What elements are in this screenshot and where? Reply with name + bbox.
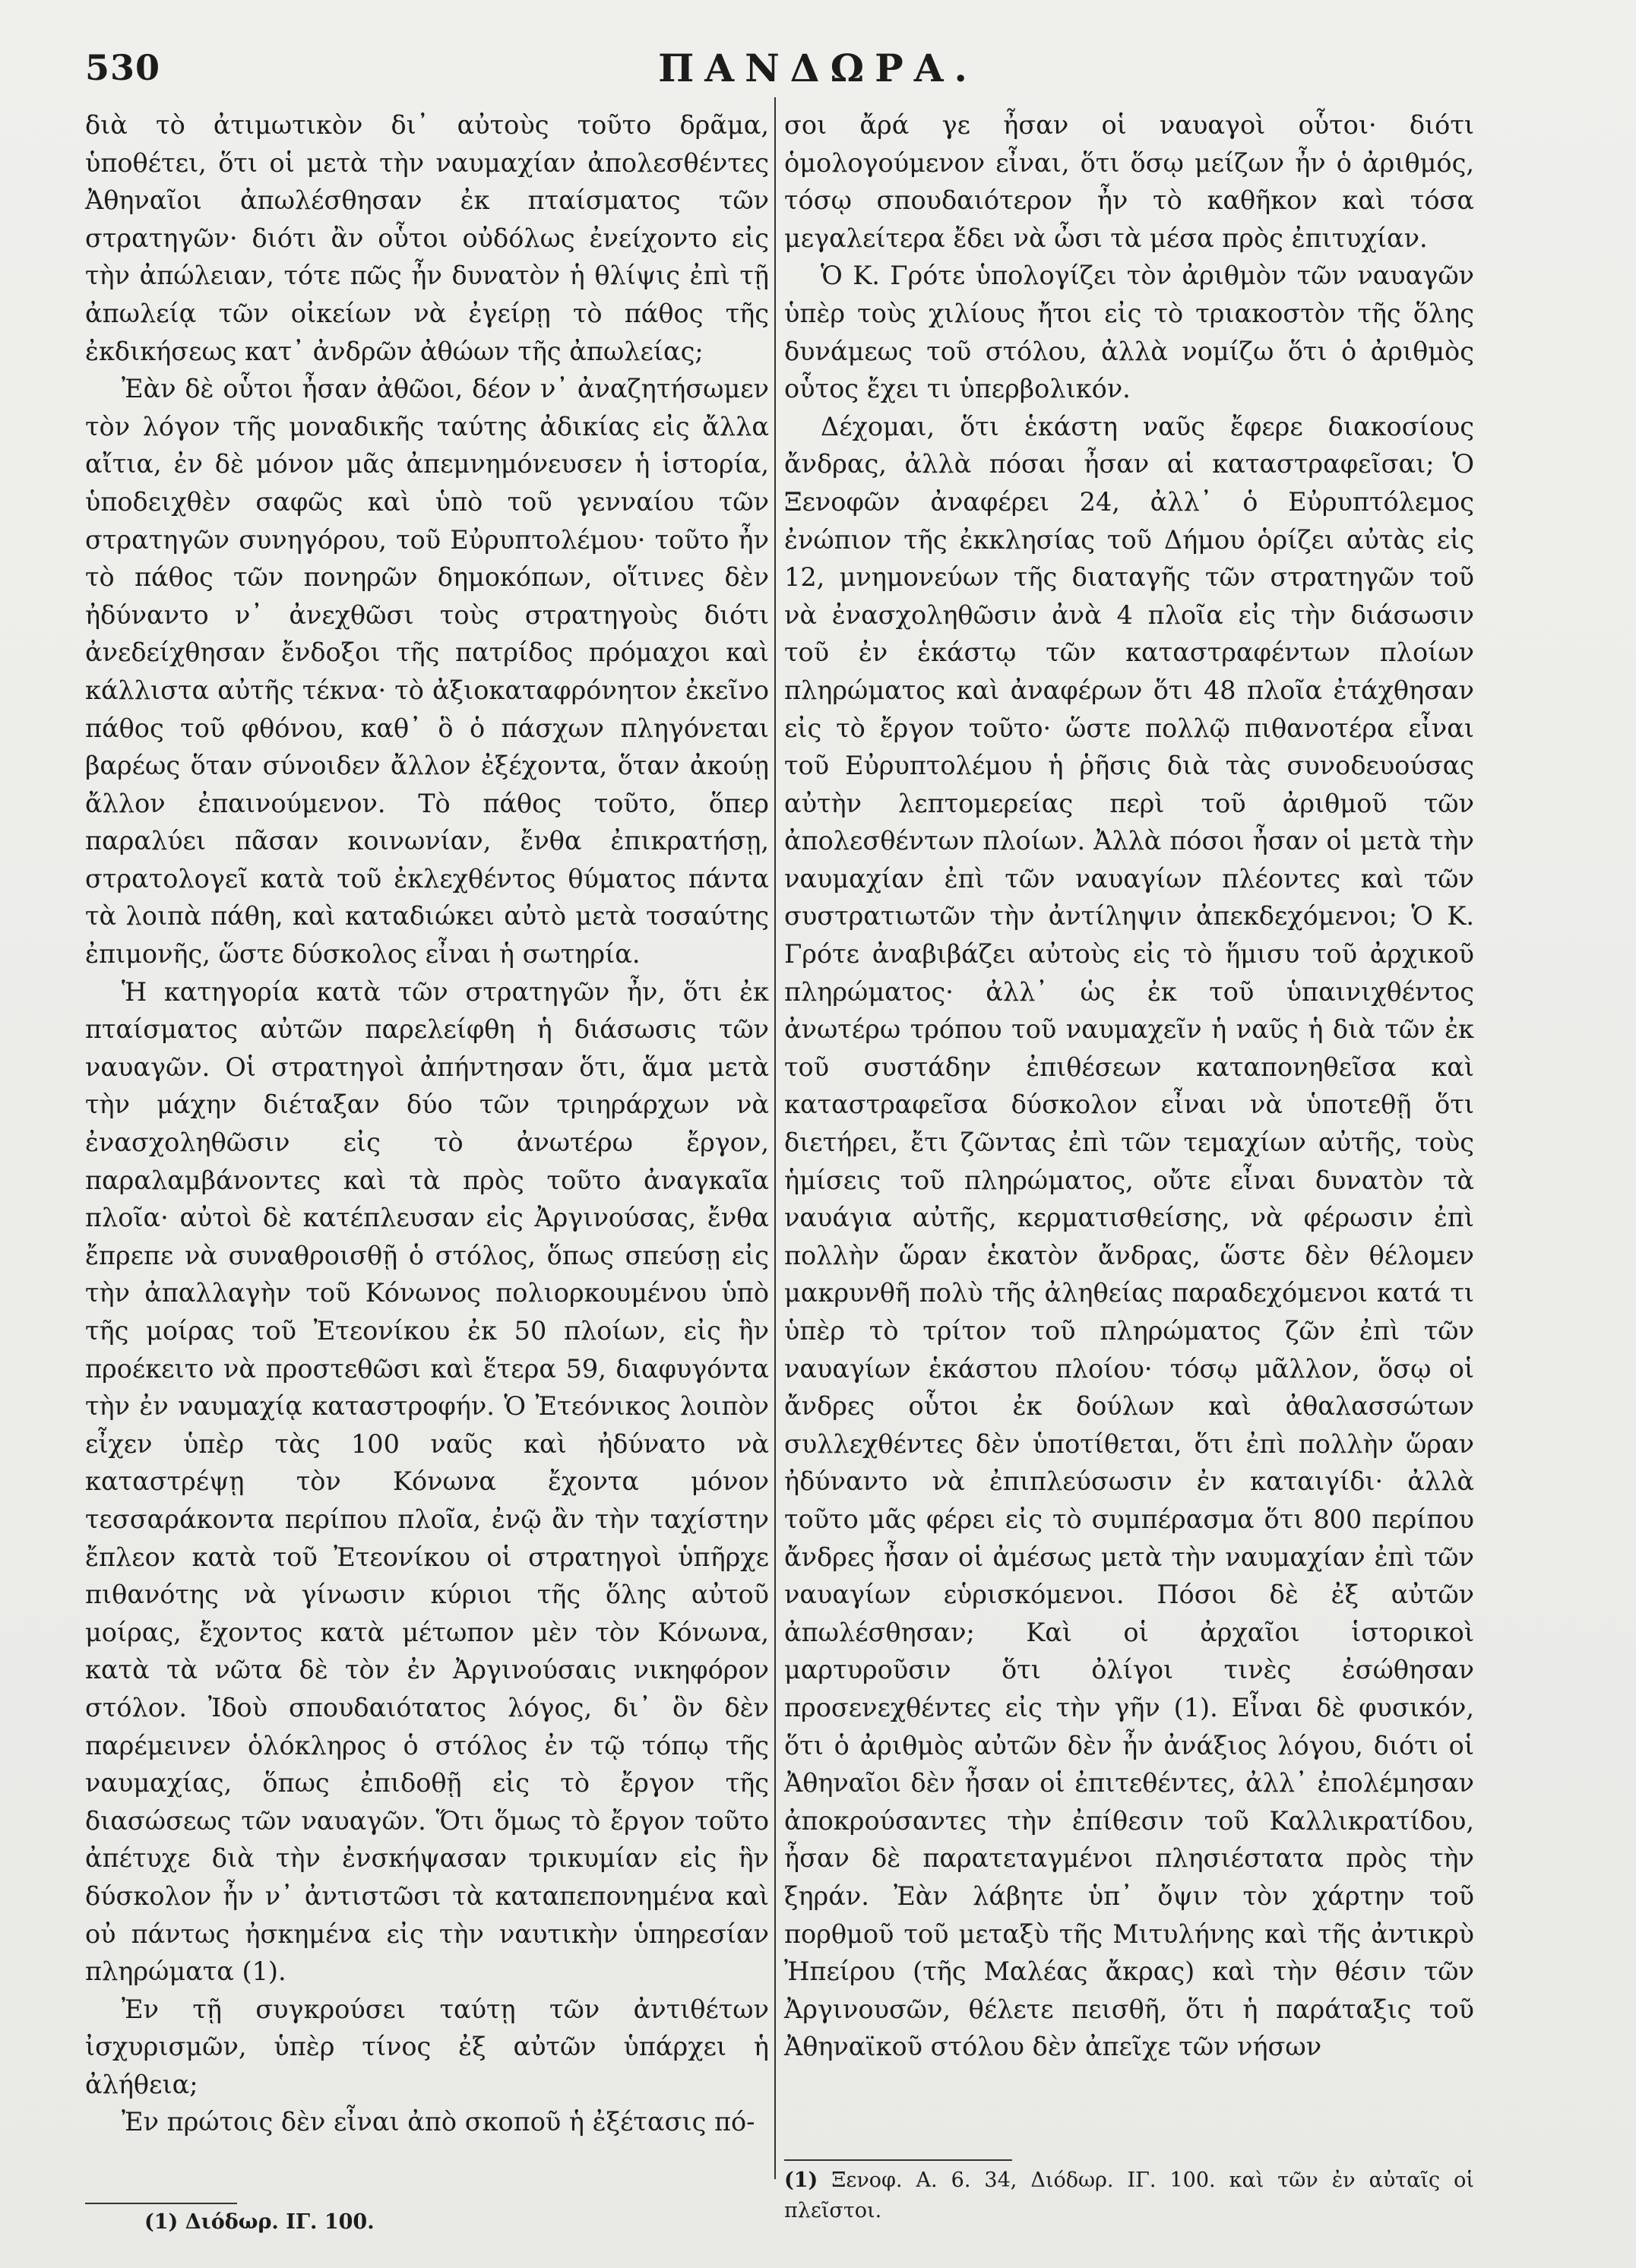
footnote-left: (1) Διόδωρ. ΙΓ. 100. xyxy=(144,2210,375,2234)
footnote-rule-right xyxy=(784,2159,1012,2161)
running-title: ΠΑΝΔΩΡΑ. xyxy=(658,46,978,90)
footnote-right xyxy=(784,2165,1474,2226)
left-paragraph-2: Ἐὰν δὲ οὗτοι ἦσαν ἀθῶοι, δέον ν᾿ ἀναζητήσωμεν τὸν λόγον τῆς μοναδικῆς ταύτης ἀδικίας εἰς ἄλλα αἴτια, ἐν δὲ μόνον μᾶς ἀπεμνημόνευσεν ἡ ἱστορία, ὑποδειχθὲν σαφῶς καὶ ὑπὸ τοῦ γενναίου τῶν στρατηγῶν συνηγόρου, τοῦ Εὐρυπτολέμου· τοῦτο ἦν τὸ πάθος τῶν πονηρῶν δημοκόπων, οἵτινες δὲν ἠδύναντο ν᾿ ἀνεχθῶσι τοὺς στρατηγοὺς διότι ἀνεδείχθησαν ἔνδοξοι τῆς πατρίδος πρόμαχοι καὶ κάλλιστα αὐτῆς τέκνα· τὸ ἀξιοκαταφρόνητον ἐκεῖνο πάθος τοῦ φθόνου, καθ᾿ ὃ ὁ πάσχων πληγόνεται βαρέως ὅταν σύνοιδεν ἄλλον ἐξέχοντα, ὅταν ἀκούῃ ἄλλον ἐπαινούμενον. Τὸ πάθος τοῦτο, ὅπερ παραλύει πᾶσαν κοινωνίαν, ἔνθα ἐπικρατήσῃ, στρατολογεῖ κατὰ τοῦ ἐκλεχθέντος θύματος πάντα τὰ λοιπὰ πάθη, καὶ καταδιώκει αὐτὸ μετὰ τοσαύτης ἐπιμονῆς, ὥστε δύσκολος εἶναι ἡ σωτηρία. xyxy=(85,374,769,970)
page-number: 530 xyxy=(85,47,161,88)
right-column xyxy=(784,106,1474,2066)
right-paragraph-3: Δέχομαι, ὅτι ἑκάστη ναῦς ἔφερε διακοσίους ἄνδρας, ἀλλὰ πόσαι ἦσαν αἱ καταστραφεῖσαι; Ὁ Ξενοφῶν ἀναφέρει 24, ἀλλ᾿ ὁ Εὐρυπτόλεμος ἐνώπιον τῆς ἐκκλησίας τοῦ Δήμου ὁρίζει αὐτὰς εἰς 12, μνημονεύων τῆς διαταγῆς τῶν στρατηγῶν τοῦ νὰ ἐνασχοληθῶσιν ἀνὰ 4 πλοῖα εἰς τὴν διάσωσιν τοῦ ἐν ἑκάστῳ τῶν καταστραφέντων πλοίων πληρώματος καὶ ἀναφέρων ὅτι 48 πλοῖα ἐτάχθησαν εἰς τὸ ἔργον τοῦτο· ὥστε πολλῷ πιθανοτέρα εἶναι τοῦ Εὐρυπτολέμου ἡ ῥῆσις διὰ τὰς συνοδευούσας αὐτὴν λεπτομερείας περὶ τοῦ ἀριθμοῦ τῶν ἀπολεσθέντων πλοίων. Ἀλλὰ πόσοι ἦσαν οἱ μετὰ τὴν ναυμαχίαν ἐπὶ τῶν ναυαγίων πλέοντες καὶ τῶν συστρατιωτῶν τὴν ἀντίληψιν ἀπεκδεχόμενοι; Ὁ Κ. Γρότε ἀναβιβάζει αὐτοὺς εἰς τὸ ἥμισυ τοῦ ἀρχικοῦ πληρώματος· ἀλλ᾿ ὡς ἐκ τοῦ ὑπαινιχθέντος ἀνωτέρω τρόπου τοῦ ναυμαχεῖν ἡ ναῦς ἡ διὰ τῶν ἐκ τοῦ συστάδην ἐπιθέσεων καταπονηθεῖσα καὶ καταστραφεῖσα δύσκολον εἶναι νὰ ὑποτεθῇ ὅτι διετήρει, ἔτι ζῶντας ἐπὶ τῶν τεμαχίων αὐτῆς, τοὺς ἡμίσεις τοῦ πληρώματος, οὔτε εἶναι δυνατὸν τὰ ναυάγια αὐτῆς, κερματισθείσης, νὰ φέρωσιν ἐπὶ πολλὴν ὥραν ἑκατὸν ἄνδρας, ὥστε δὲν θέλομεν μακρυνθῆ πολὺ τῆς ἀληθείας παραδεχόμενοι κατά τι ὑπὲρ τὸ τρίτον τοῦ πληρώματος ζῶν ἐπὶ τῶν ναυαγίων ἑκάστου πλοίου· τόσῳ μᾶλλον, ὅσῳ οἱ ἄνδρες οὗτοι ἐκ δούλων καὶ ἀθαλασσώτων συλλεχθέντες δὲν ὑποτίθεται, ὅτι ἐπὶ πολλὴν ὥραν ἠδύναντο νὰ ἐπιπλεύσωσιν ἐν καταιγίδι· ἀλλὰ τοῦτο μᾶς φέρει εἰς τὸ συμπέρασμα ὅτι 800 περίπου ἄνδρες ἦσαν οἱ ἀμέσως μετὰ τὴν ναυμαχίαν ἐπὶ τῶν ναυαγίων εὑρισκόμενοι. Πόσοι δὲ ἐξ αὐτῶν ἀπωλέσθησαν; Καὶ οἱ ἀρχαῖοι ἱστορικοὶ μαρτυροῦσιν ὅτι ὀλίγοι τινὲς ἐσώθησαν προσενεχθέντες εἰς τὴν γῆν (1). Εἶναι δὲ φυσικόν, ὅτι ὁ ἀριθμὸς αὐτῶν δὲν ἦν ἀνάξιος λόγου, διότι οἱ Ἀθηναῖοι δὲν ἦσαν οἱ ἐπιτεθέντες, ἀλλ᾿ ἐπολέμησαν ἀποκρούσαντες τὴν ἐπίθεσιν τοῦ Καλλικρατίδου, ἦσαν δὲ παρατεταγμένοι πλησιέστατα πρὸς τὴν ξηράν. Ἐὰν λάβητε ὑπ᾿ ὄψιν τὸν χάρτην τοῦ πορθμοῦ τοῦ μεταξὺ τῆς Μιτυλήνης καὶ τῆς ἀντικρὺ Ἠπείρου (τῆς Μαλέας ἄκρας) καὶ τὴν θέσιν τῶν Ἀργινουσῶν, θέλετε πεισθῆ, ὅτι ἡ παράταξις τοῦ Ἀθηναϊκοῦ στόλου δὲν ἀπεῖχε τῶν νήσων xyxy=(784,411,1474,2062)
right-paragraph-2: Ὁ Κ. Γρότε ὑπολογίζει τὸν ἀριθμὸν τῶν ναυαγῶν ὑπὲρ τοὺς χιλίους ἤτοι εἰς τὸ τριακοστὸν τῆς ὅλης δυνάμεως τοῦ στόλου, ἀλλὰ νομίζω ὅτι ὁ ἀριθμὸς οὗτος ἔχει τι ὑπερβολικόν. xyxy=(784,261,1474,404)
left-paragraph-4: Ἐν τῇ συγκρούσει ταύτῃ τῶν ἀντιθέτων ἰσχυρισμῶν, ὑπὲρ τίνος ἐξ αὐτῶν ὑπάρχει ἡ ἀλήθεια; xyxy=(85,1994,769,2099)
left-paragraph-1: διὰ τὸ ἀτιμωτικὸν δι᾿ αὐτοὺς τοῦτο δρᾶμα, ὑποθέτει, ὅτι οἱ μετὰ τὴν ναυμαχίαν ἀπολεσθέντες Ἀθηναῖοι ἀπωλέσθησαν ἐκ πταίσματος τῶν στρατηγῶν· διότι ἂν οὗτοι οὐδόλως ἐνείχοντο εἰς τὴν ἀπώλειαν, τότε πῶς ἦν δυνατὸν ἡ θλίψις ἐπὶ τῇ ἀπωλείᾳ τῶν οἰκείων νὰ ἐγείρῃ τὸ πάθος τῆς ἐκδικήσεως κατ᾿ ἀνδρῶν ἀθώων τῆς ἀπωλείας; xyxy=(85,110,769,366)
left-column xyxy=(85,106,769,2141)
left-paragraph-5: Ἐν πρώτοις δὲν εἶναι ἀπὸ σκοποῦ ἡ ἐξέτασις πό- xyxy=(122,2107,755,2137)
footnote-right-mark: (1) xyxy=(784,2168,818,2192)
right-paragraph-1: σοι ἄρά γε ἦσαν οἱ ναυαγοὶ οὗτοι· διότι ὁμολογούμενον εἶναι, ὅτι ὅσῳ μείζων ἦν ὁ ἀριθμός, τόσῳ σπουδαιότερον ἦν τὸ καθῆκον καὶ τόσα μεγαλείτερα ἔδει νὰ ὦσι τὰ μέσα πρὸς ἐπιτυχίαν. xyxy=(784,110,1474,253)
footnote-rule-left xyxy=(85,2203,237,2204)
column-divider xyxy=(774,97,776,2179)
left-paragraph-3: Ἡ κατηγορία κατὰ τῶν στρατηγῶν ἦν, ὅτι ἐκ πταίσματος αὐτῶν παρελείφθη ἡ διάσωσις τῶν ναυαγῶν. Οἱ στρατηγοὶ ἀπήντησαν ὅτι, ἅμα μετὰ τὴν μάχην διέταξαν δύο τῶν τριηράρχων νὰ ἐνασχοληθῶσιν εἰς τὸ ἀνωτέρω ἔργον, παραλαμβάνοντες καὶ τὰ πρὸς τοῦτο ἀναγκαῖα πλοῖα· αὐτοὶ δὲ κατέπλευσαν εἰς Ἀργινούσας, ἔνθα ἔπρεπε νὰ συναθροισθῇ ὁ στόλος, ὅπως σπεύσῃ εἰς τὴν ἀπαλλαγὴν τοῦ Κόνωνος πολιορκουμένου ὑπὸ τῆς μοίρας τοῦ Ἐτεονίκου ἐκ 50 πλοίων, εἰς ἣν προέκειτο νὰ προστεθῶσι καὶ ἕτερα 59, διαφυγόντα τὴν ἐν ναυμαχίᾳ καταστροφήν. Ὁ Ἐτεόνικος λοιπὸν εἶχεν ὑπὲρ τὰς 100 ναῦς καὶ ἠδύνατο νὰ καταστρέψῃ τὸν Κόνωνα ἔχοντα μόνον τεσσαράκοντα περίπου πλοῖα, ἐνῷ ἂν τὴν ταχίστην ἔπλεον κατὰ τοῦ Ἐτεονίκου οἱ στρατηγοὶ ὑπῆρχε πιθανότης νὰ γίνωσιν κύριοι τῆς ὅλης αὐτοῦ μοίρας, ἔχοντος κατὰ μέτωπον μὲν τὸν Κόνωνα, κατὰ τὰ νῶτα δὲ τὸν ἐν Ἀργινούσαις νικηφόρον στόλον. Ἰδοὺ σπουδαιότατος λόγος, δι᾿ ὃν δὲν παρέμεινεν ὁλόκληρος ὁ στόλος ἐν τῷ τόπῳ τῆς ναυμαχίας, ὅπως ἐπιδοθῇ εἰς τὸ ἔργον τῆς διασώσεως τῶν ναυαγῶν. Ὅτι ὅμως τὸ ἔργον τοῦτο ἀπέτυχε διὰ τὴν ἐνσκήψασαν τρικυμίαν εἰς ἣν δύσκολον ἦν ν᾿ ἀντιστῶσι τὰ καταπεπονημένα καὶ οὐ πάντως ἠσκημένα εἰς τὴν ναυτικὴν ὑπηρεσίαν πληρώματα (1). xyxy=(85,976,769,1987)
footnote-right-text: Ξενοφ. Α. 6. 34, Διόδωρ. ΙΓ. 100. καὶ τῶν ἐν αὐταῖς οἱ πλεῖστοι. xyxy=(784,2168,1475,2222)
